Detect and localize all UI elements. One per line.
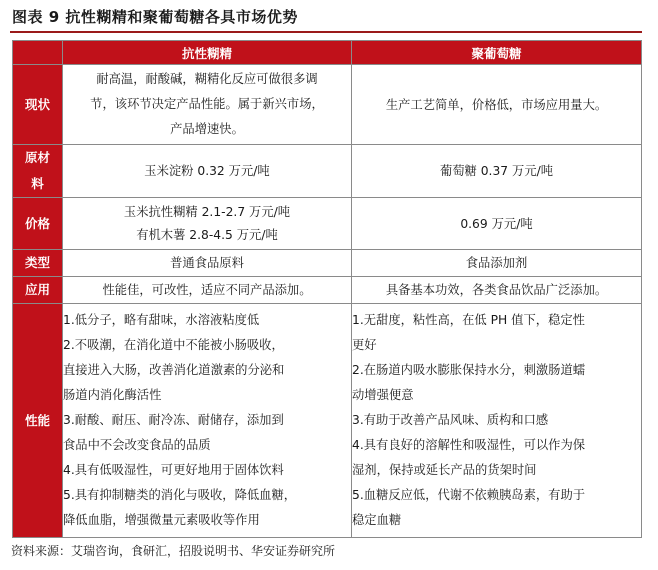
- label-line: 原材: [24, 150, 50, 165]
- row-label-type: 类型: [13, 250, 63, 277]
- cell-price-dextrin: [63, 198, 352, 250]
- row-label-material: [13, 145, 63, 198]
- cell-application-polydextrose: 具备基本功效，各类食品饮品广泛添加。: [352, 277, 642, 304]
- row-label-price: 价格: [13, 198, 63, 250]
- table-row-status: [13, 65, 642, 145]
- list-item: 3.有助于改善产品风味、质构和口感: [352, 413, 549, 427]
- list-item: 肠道内消化酶活性: [63, 388, 162, 402]
- cell-performance-dextrin: [63, 304, 352, 538]
- list-item: 稳定血糖: [352, 513, 402, 527]
- cell-type-dextrin: 普通食品原料: [63, 250, 352, 277]
- list-item: 5.血糖反应低，代谢不依赖胰岛素，有助于: [352, 488, 586, 502]
- header-corner-cell: [13, 41, 63, 65]
- cell-status-polydextrose: 生产工艺简单，价格低，市场应用量大。: [352, 65, 642, 145]
- list-item: 更好: [352, 338, 377, 352]
- list-item: 湿剂，保持或延长产品的货架时间: [352, 463, 537, 477]
- cell-status-dextrin: [63, 65, 352, 145]
- label-line: 料: [31, 176, 44, 191]
- list-item: 1.无甜度，粘性高，在低 PH 值下，稳定性: [352, 313, 585, 327]
- row-label-status: 现状: [13, 65, 63, 145]
- table-row-application: [13, 277, 642, 304]
- cell-type-polydextrose: 食品添加剂: [352, 250, 642, 277]
- list-item: 3.耐酸、耐压、耐冷冻、耐储存，添加到: [63, 413, 284, 427]
- cell-material-dextrin: 玉米淀粉 0.32 万元/吨: [63, 145, 352, 198]
- list-item: 5.具有抑制糖类的消化与吸收，降低血糖，: [63, 488, 297, 502]
- list-item: 动增强便意: [352, 388, 414, 402]
- list-item: 降低血脂，增强微量元素吸收等作用: [63, 513, 260, 527]
- list-item: 4.具有低吸湿性，可更好地用于固体饮料: [63, 463, 284, 477]
- row-label-application: 应用: [13, 277, 63, 304]
- cell-material-polydextrose: 葡萄糖 0.37 万元/吨: [352, 145, 642, 198]
- column-header-resistant-dextrin: 抗性糊精: [63, 41, 352, 65]
- list-item: 2.在肠道内吸水膨胀保持水分，刺激肠道蠕: [352, 363, 586, 377]
- table-header-row: [13, 41, 642, 65]
- title-divider: [10, 31, 642, 33]
- list-item: 食品中不会改变食品的品质: [63, 438, 211, 452]
- cell-price-polydextrose: 0.69 万元/吨: [352, 198, 642, 250]
- table-row-performance: [13, 304, 642, 538]
- comparison-table: [12, 40, 642, 538]
- cell-performance-polydextrose: [352, 304, 642, 538]
- table-row-material: [13, 145, 642, 198]
- list-item: 4.具有良好的溶解性和吸湿性，可以作为保: [352, 438, 586, 452]
- figure-title: 图表 9 抗性糊精和聚葡萄糖各具市场优势: [12, 8, 298, 26]
- text-line: 耐高温，耐酸碱，糊精化反应可做很多调: [96, 72, 318, 86]
- source-note: 资料来源：艾瑞咨询，食研汇，招股说明书、华安证券研究所: [11, 544, 336, 558]
- text-line: 节，该环节决定产品性能。属于新兴市场，: [90, 97, 324, 111]
- table-row-price: [13, 198, 642, 250]
- list-item: 2.不吸潮，在消化道中不能被小肠吸收，: [63, 338, 284, 352]
- row-label-performance: 性能: [13, 304, 63, 538]
- cell-application-dextrin: 性能佳，可改性，适应不同产品添加。: [63, 277, 352, 304]
- column-header-polydextrose: 聚葡萄糖: [352, 41, 642, 65]
- list-item: 直接进入大肠，改善消化道激素的分泌和: [63, 363, 285, 377]
- list-item: 1.低分子，略有甜味，水溶液粘度低: [63, 313, 260, 327]
- table-row-type: [13, 250, 642, 277]
- text-line: 玉米抗性糊精 2.1-2.7 万元/吨: [123, 204, 291, 219]
- text-line: 产品增速快。: [170, 122, 244, 136]
- text-line: 有机木薯 2.8-4.5 万元/吨: [136, 227, 278, 242]
